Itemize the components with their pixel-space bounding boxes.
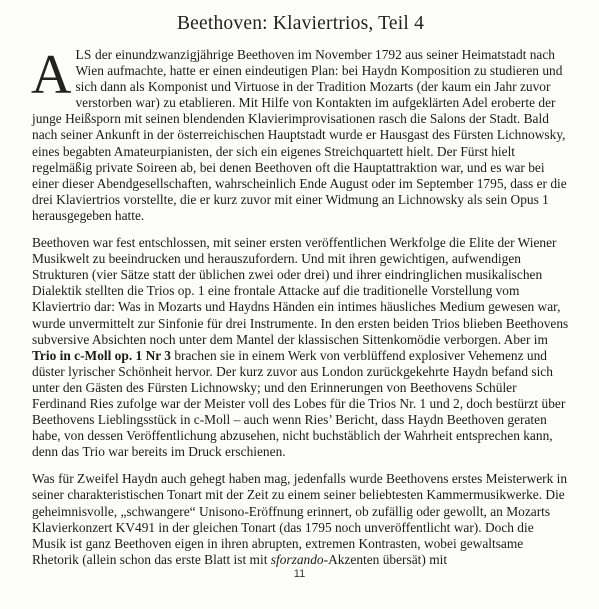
work-title-bold: Trio in c-Moll op. 1 Nr 3 — [32, 347, 171, 363]
page-number: 11 — [293, 568, 306, 580]
paragraph-3-text-end: -Akzenten übersät) mit — [323, 551, 448, 567]
paragraph-2-text-start: Beethoven war fest entschlossen, mit seiner ersten veröffentlichen Werkfolge die Elite der Wiener Musikwelt zu beeindrucken und herauszufordern. Und mit ihren gewichtigen, aufwendigen Strukturen (vier Sätze statt der üblichen zwei oder drei) und ihrer eindringlichen musikalischen Dialektik stellten die Trios op. 1 eine frontale Attacke auf die traditionelle Vorstellung vom Klaviertrio dar: Was in Mozarts und Haydns Händen ein intimes häusliches Medium gewesen war, wurde unvermittelt zur Sinfonie für drei Instrumente. In den ersten beiden Trios blieben Beethovens subversive Absichten noch unter dem Mantel der klassischen Sittenkomödie verborgen. Aber im — [32, 235, 569, 347]
paragraph-2-text-end: brachen sie in einem Werk von verblüffend explosiver Vehemenz und düster lyrischer Schönheit hervor. Der kurz zuvor aus London zurückgekehrte Haydn befand sich unter den Gästen des Fürsten Lichnowsky; und den Erinnerungen von Beethovens Schüler Ferdinand Ries zufolge war der Meister voll des Lobes für die Trios Nr. 1 und 2, doch bestürzt über Beethovens Lieblingsstück in c-Moll – auch wenn Ries’ Bericht, dass Haydn Beethoven geraten habe, von dessen Veröffentlichung abzusehen, nicht buchstäblich der Wahrheit entsprechen kann, denn das Trio war bereits im Druck erschienen. — [32, 347, 566, 460]
paragraph-1 — [31, 44, 569, 224]
paragraph-3 — [32, 471, 569, 568]
paragraph-1-text: der einundzwanzigjährige Beethoven im November 1792 aus seiner Heimatstadt nach Wien aufmachte, hatte er einen eindeutigen Plan: bei Haydn Komposition zu studieren und sich dann als Komponist und Virtuose in der Tradition Mozarts (der kaum ein Jahr zuvor verstorben war) zu etablieren. Mit Hilfe von Kontakten im aufgeklärten Adel eroberte der junge Heißsporn mit seinen blendenden Klavierimprovisationen rasch die Salons der Stadt. Bald nach seiner Ankunft in der österreichischen Hauptstadt wurde er Hausgast des Fürsten Lichnowsky, eines begabten Amateurpianisten, der sich ein eigenes Streichquartett hielt. Der Fürst hielt regelmäßig private Soireen ab, bei denen Beethoven oft die Hauptattraktion war, und es war bei einer dieser Abendgesellschaften, wahrscheinlich Ende August oder im September 1795, dass er die drei Klaviertrios vorstellte, die er kurz zuvor mit einer Widmung an Lichnowsky als sein Opus 1 herausgegeben hatte. — [32, 47, 567, 223]
lead-caps: LS — [75, 47, 92, 62]
paragraph-2 — [32, 235, 569, 460]
paragraph-3-text-start: Was für Zweifel Haydn auch gehegt haben mag, jedenfalls wurde Beethovens erstes Meisterwerk in seiner charakteristischen Tonart mit der Zeit zu einem seiner beliebtesten Kammermusikwerke. Die geheimnisvolle, „schwangere“ Unisono-Eröffnung erinnert, ob zufällig oder gewollt, an Mozarts Klavierkonzert KV491 in der gleichen Tonart (das 1795 noch unveröffentlicht war). Doch die Musik ist ganz Beethoven eigen in ihren abrupten, extremen Kontrasten, wobei gewaltsame Rhetorik (allein schon das erste Blatt ist mit — [32, 471, 568, 567]
sforzando-italic: sforzando — [270, 551, 324, 567]
page-title: Beethoven: Klaviertrios, Teil 4 — [176, 13, 425, 34]
drop-cap: A — [31, 44, 72, 106]
